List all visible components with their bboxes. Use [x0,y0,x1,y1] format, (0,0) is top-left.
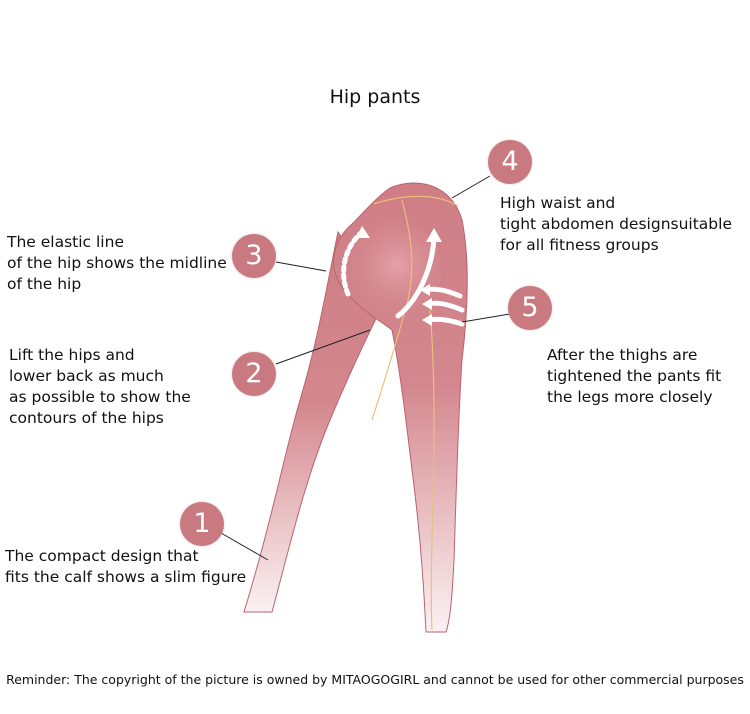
callout-text-3: The elastic line of the hip shows the midline of the hip [7,233,227,293]
callout-text-4: High waist and tight abdomen designsuitable for all fitness groups [500,194,732,254]
callout-badge-3: 3 [232,234,276,278]
page-title: Hip pants [329,86,421,108]
callout-badge-1: 1 [180,502,224,546]
callout-text-5: After the thighs are tightened the pants fit the legs more closely [547,346,722,406]
callout-badge-5: 5 [508,286,552,330]
leader-4 [452,176,490,198]
copyright-reminder: Reminder: The copyright of the picture is owned by MITAOGOGIRL and cannot be used for other commercial purposes [6,672,744,687]
leader-3 [276,262,326,271]
leader-5 [462,314,510,322]
callout-text-2: Lift the hips and lower back as much as possible to show the contours of the hips [9,346,191,427]
callout-badge-2: 2 [232,352,276,396]
callout-badge-4: 4 [488,140,532,184]
callout-text-1: The compact design that fits the calf shows a slim figure [5,547,247,586]
